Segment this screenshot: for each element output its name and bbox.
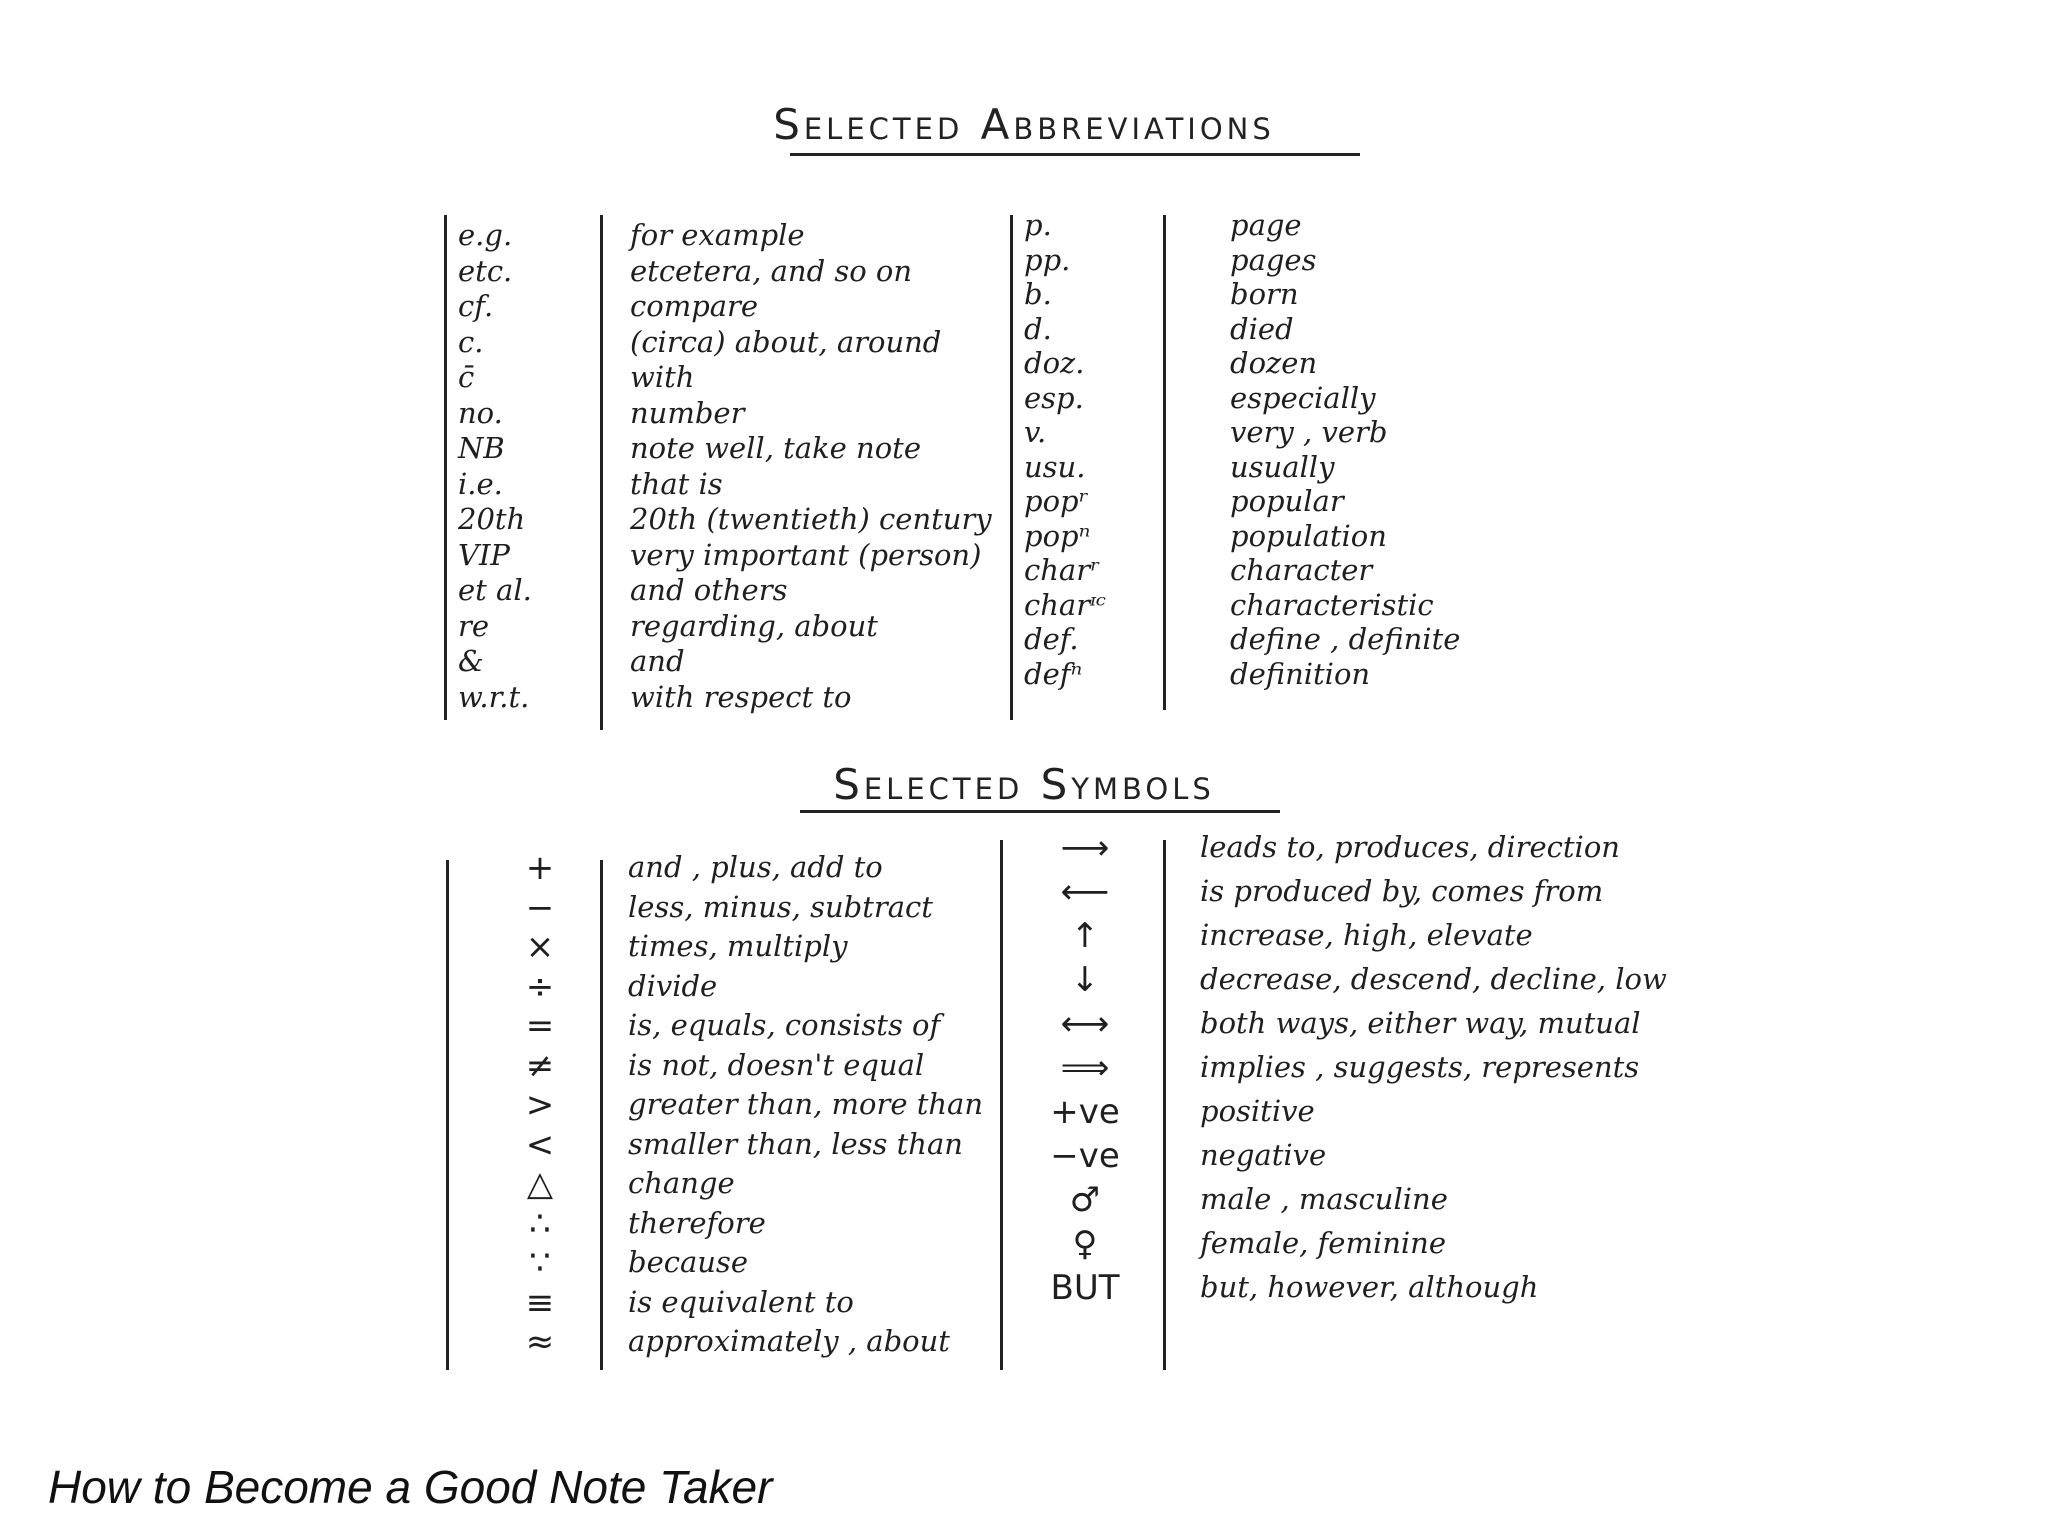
sym-right-row-meaning: negative	[1200, 1138, 1327, 1172]
sym-left-row-meaning: because	[628, 1245, 748, 1279]
sym-divider-inner-left	[600, 860, 603, 1370]
abbr-right-row-meaning: dozen	[1230, 346, 1318, 380]
sym-right-row-key: ⟷	[1060, 1004, 1110, 1044]
abbr-right-row-key: charʳ	[1024, 553, 1101, 587]
abbr-right-row-meaning: born	[1230, 277, 1299, 311]
sym-left-row-key: ≡	[525, 1282, 555, 1323]
abbr-right-row-meaning: characteristic	[1230, 587, 1434, 622]
sym-left-row-key: <	[525, 1124, 555, 1165]
sym-left-row-meaning: is equivalent to	[628, 1284, 854, 1319]
sym-left-row-key: =	[525, 1006, 555, 1046]
abbr-divider-middle	[1010, 215, 1013, 720]
sym-left-row-meaning: is not, doesn't equal	[628, 1047, 925, 1082]
abbr-right-row-meaning: population	[1230, 518, 1387, 553]
abbr-left-row-key: VIP	[458, 537, 510, 572]
sym-left-row-meaning: is, equals, consists of	[628, 1008, 941, 1042]
abbr-left-row-meaning: etcetera, and so on	[630, 253, 913, 288]
abbr-left-row-key: e.g.	[458, 218, 513, 252]
abbr-right-row-key: doz.	[1024, 346, 1085, 380]
abbr-right-row-key: pp.	[1024, 242, 1071, 277]
abbr-left-row-key: cf.	[458, 289, 494, 323]
abbr-left-row-meaning: for example	[630, 218, 805, 252]
abbr-left-row-meaning: with	[630, 360, 695, 394]
abbr-left-row-key: i.e.	[458, 466, 503, 501]
abbr-left-row-key: re	[458, 608, 490, 643]
abbr-right-row-meaning: definition	[1230, 656, 1371, 691]
sym-divider-left	[446, 860, 449, 1370]
abbr-left-row-key: &	[458, 644, 484, 678]
sym-left-row-key: ÷	[525, 966, 555, 1007]
abbr-divider-left	[444, 215, 447, 720]
abbr-right-row-key: popⁿ	[1024, 518, 1091, 553]
sym-left-row-key: △	[526, 1164, 554, 1204]
sym-left-row-meaning: change	[628, 1166, 735, 1200]
sym-right-row-key: ♂	[1069, 1180, 1101, 1220]
abbr-right-row-key: defⁿ	[1024, 656, 1083, 691]
abbreviations-title-underline	[790, 153, 1360, 156]
abbr-divider-inner-left	[600, 215, 603, 730]
abbreviations-title: Selected Abbreviations	[773, 100, 1275, 149]
sym-right-row-key: ↓	[1070, 960, 1100, 1000]
sym-right-row-meaning: but, however, although	[1200, 1270, 1539, 1304]
sym-right-row-key: ⟹	[1060, 1048, 1110, 1088]
abbr-right-row-meaning: page	[1230, 208, 1302, 242]
abbr-left-row-meaning: note well, take note	[630, 431, 921, 465]
abbr-right-row-key: charᶦᶜ	[1024, 587, 1107, 622]
sym-left-row-key: −	[525, 887, 555, 928]
abbr-left-row-key: no.	[458, 395, 503, 430]
sym-right-row-key: ⟵	[1060, 872, 1110, 912]
abbr-left-row-key: w.r.t.	[458, 679, 530, 714]
abbr-right-row-key: popʳ	[1024, 484, 1089, 518]
sym-right-row-key: ↑	[1070, 916, 1100, 956]
sym-right-row-key: ⟶	[1060, 828, 1110, 868]
abbr-right-row-meaning: especially	[1230, 380, 1376, 415]
abbr-right-row-key: v.	[1024, 415, 1047, 449]
sym-right-row-meaning: decrease, descend, decline, low	[1200, 962, 1667, 996]
abbr-left-row-key: etc.	[458, 253, 513, 288]
sym-left-row-meaning: approximately , about	[628, 1324, 950, 1358]
symbols-title-underline	[800, 810, 1280, 813]
abbr-right-row-meaning: define , definite	[1230, 622, 1461, 656]
abbr-left-row-meaning: compare	[630, 289, 759, 323]
abbr-left-row-meaning: 20th (twentieth) century	[630, 502, 992, 536]
sym-right-row-meaning: increase, high, elevate	[1200, 918, 1533, 952]
sym-right-row-meaning: positive	[1200, 1094, 1315, 1128]
sym-right-row-meaning: both ways, either way, mutual	[1200, 1006, 1641, 1040]
sym-right-row-key: ♀	[1072, 1224, 1098, 1264]
slide-caption: How to Become a Good Note Taker	[48, 1461, 773, 1513]
sym-right-row-key: BUT	[1050, 1268, 1120, 1308]
sym-divider-inner-right	[1163, 840, 1166, 1370]
sym-left-row-meaning: therefore	[628, 1205, 766, 1240]
sym-left-row-key: +	[525, 848, 555, 888]
sym-right-row-meaning: female, feminine	[1200, 1226, 1447, 1260]
abbr-right-row-meaning: died	[1230, 311, 1294, 346]
sym-left-row-key: ≈	[525, 1322, 555, 1362]
abbr-right-row-meaning: very , verb	[1230, 415, 1388, 449]
abbr-left-row-key: NB	[458, 431, 505, 465]
abbr-right-row-meaning: pages	[1230, 242, 1317, 277]
sym-left-row-meaning: less, minus, subtract	[628, 889, 933, 924]
abbr-left-row-meaning: regarding, about	[630, 608, 878, 643]
sym-left-row-meaning: smaller than, less than	[628, 1126, 963, 1161]
abbr-right-row-key: esp.	[1024, 380, 1084, 415]
abbr-left-row-meaning: (circa) about, around	[630, 324, 942, 359]
abbr-left-row-key: c.	[458, 324, 484, 359]
abbr-right-row-key: usu.	[1024, 449, 1086, 484]
abbr-right-row-key: def.	[1024, 622, 1079, 656]
abbr-divider-inner-right	[1163, 215, 1166, 710]
abbr-right-row-key: d.	[1024, 311, 1052, 346]
abbr-left-row-key: 20th	[458, 502, 526, 536]
sym-left-row-key: ×	[525, 927, 555, 967]
sym-left-row-key: ≠	[525, 1045, 555, 1086]
sym-right-row-meaning: is produced by, comes from	[1200, 874, 1604, 908]
sym-left-row-meaning: and , plus, add to	[628, 850, 883, 884]
abbr-right-row-key: b.	[1024, 277, 1052, 311]
sym-left-row-key: ∴	[529, 1203, 551, 1244]
abbr-right-row-key: p.	[1024, 208, 1052, 242]
abbr-right-row-meaning: usually	[1230, 449, 1335, 484]
abbr-left-row-meaning: with respect to	[630, 679, 852, 714]
abbr-right-row-meaning: character	[1230, 553, 1373, 587]
sym-right-row-key: +ve	[1050, 1092, 1120, 1132]
sym-left-row-key: ∵	[529, 1243, 551, 1283]
sym-right-row-meaning: leads to, produces, direction	[1200, 830, 1620, 864]
sym-divider-middle	[1000, 840, 1003, 1370]
sym-left-row-meaning: divide	[628, 968, 718, 1003]
abbr-left-row-meaning: and	[630, 644, 685, 678]
abbr-left-row-key: et al.	[458, 573, 532, 607]
abbr-left-row-key: c̄	[458, 360, 475, 394]
sym-left-row-key: >	[525, 1085, 555, 1125]
abbr-left-row-meaning: very important (person)	[630, 537, 982, 572]
sym-left-row-meaning: greater than, more than	[628, 1087, 984, 1121]
abbr-right-row-meaning: popular	[1230, 484, 1344, 518]
symbols-title: Selected Symbols	[833, 760, 1215, 809]
abbr-left-row-meaning: that is	[630, 466, 723, 501]
sym-right-row-meaning: male , masculine	[1200, 1182, 1448, 1216]
sym-right-row-key: −ve	[1050, 1136, 1120, 1176]
sym-left-row-meaning: times, multiply	[628, 929, 848, 963]
abbr-left-row-meaning: number	[630, 395, 745, 430]
sym-right-row-meaning: implies , suggests, represents	[1200, 1050, 1640, 1084]
abbr-left-row-meaning: and others	[630, 573, 788, 607]
